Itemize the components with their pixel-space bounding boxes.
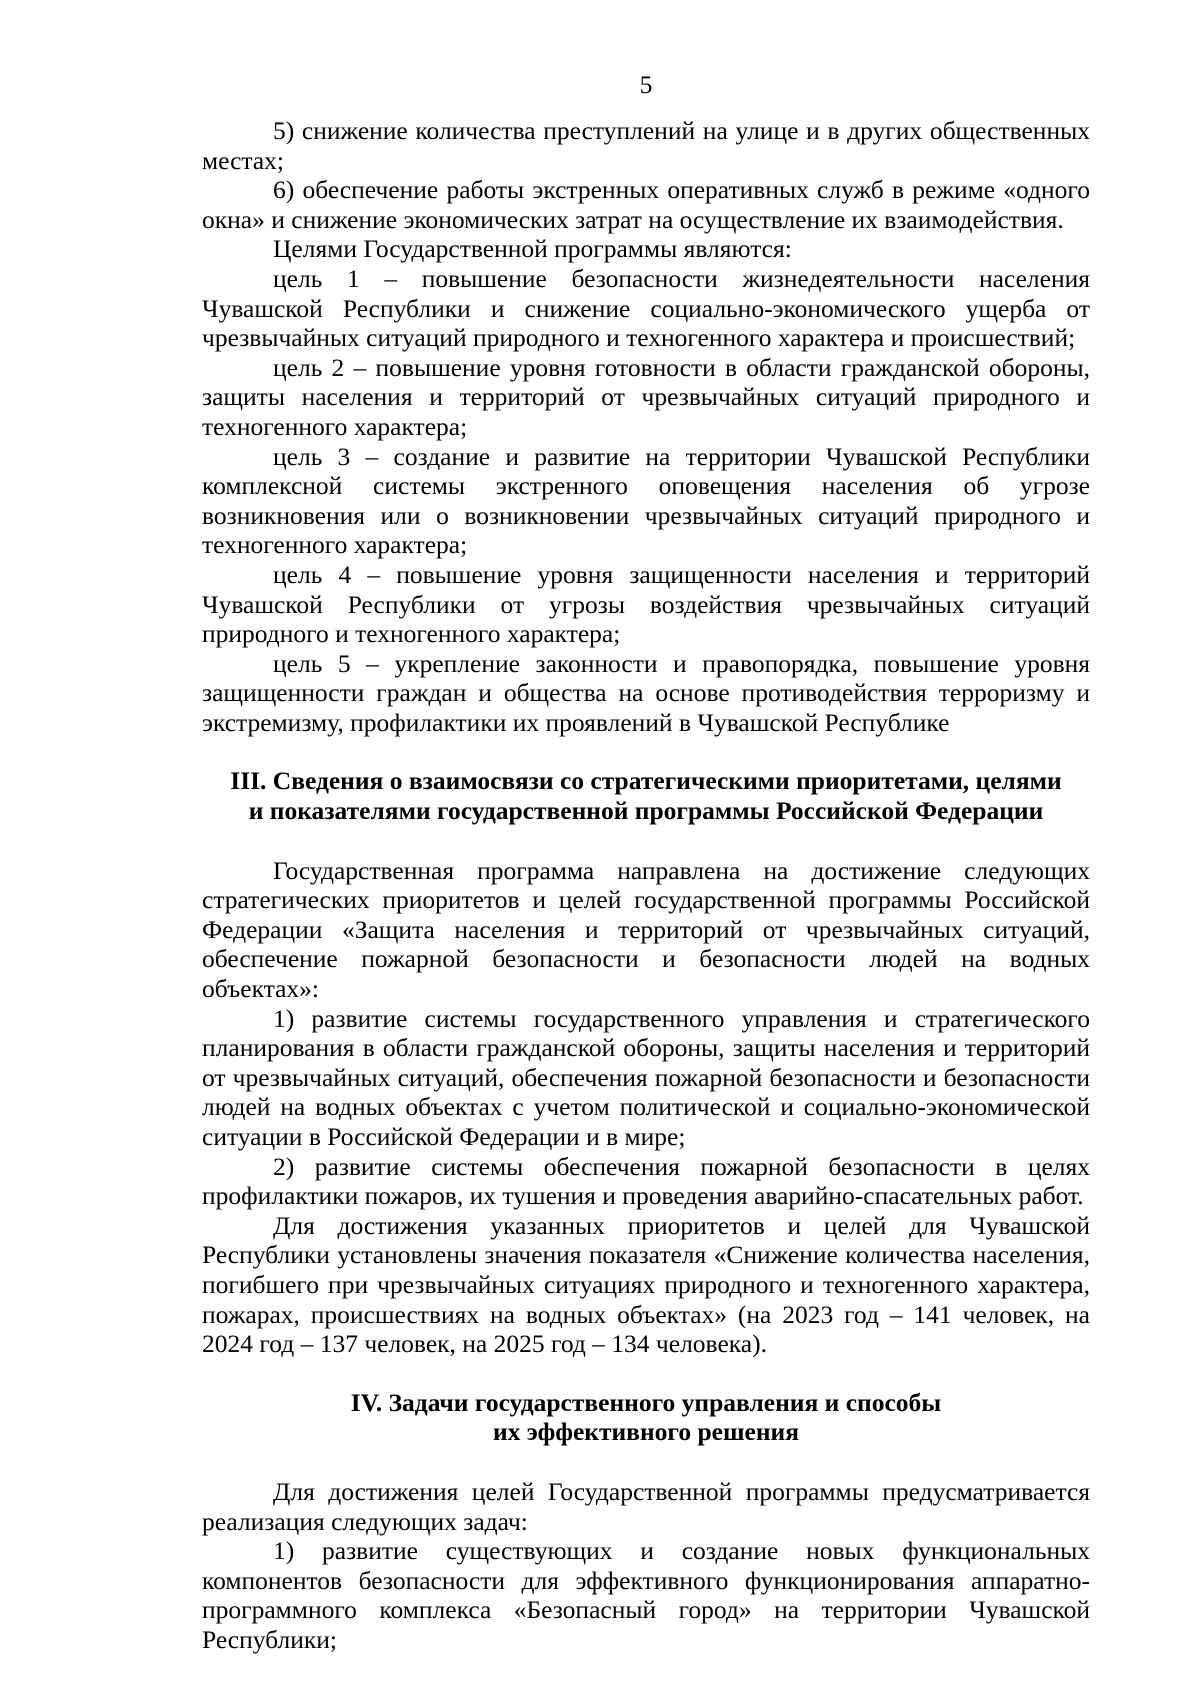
section-3-heading-line-1: III. Сведения о взаимосвязи со стратегическими приоритетами, целями: [230, 766, 1062, 796]
section-3-paragraph-2: 1) развитие системы государственного управления и стратегического планирования в области гражданской обороны, защиты населения и территорий от чрезвычайных ситуаций, обеспечения пожарной безопасности и безопасности людей на водных объектах с учетом политической и социально-экономической ситуации в Российской Федерации и в мире;: [202, 1003, 1090, 1151]
paragraph-goal-4: цель 4 – повышение уровня защищенности населения и территорий Чувашской Республики от угрозы воздействия чрезвычайных ситуаций природного и техногенного характера;: [202, 559, 1090, 649]
paragraph-goal-3: цель 3 – создание и развитие на территории Чувашской Республики комплексной системы экстренного оповещения населения об угрозе возникновения или о возникновении чрезвычайных ситуаций природного и техногенного характера;: [202, 441, 1090, 560]
section-4-paragraph-1: Для достижения целей Государственной программы предусматривается реализация следующих задач:: [202, 1476, 1090, 1536]
page-number: 5: [639, 70, 653, 99]
paragraph-item-5: 5) снижение количества преступлений на улице и в других общественных местах;: [202, 116, 1090, 175]
section-3-heading-line-2: и показателями государственной программы Российской Федерации: [248, 796, 1044, 826]
section-3-heading: [202, 766, 1090, 825]
paragraph-item-6: 6) обеспечение работы экстренных оперативных служб в режиме «одного окна» и снижение экономических затрат на осуществление их взаимодействия.: [202, 175, 1090, 234]
paragraph-goal-5: цель 5 – укрепление законности и правопорядка, повышение уровня защищенности граждан и общества на основе противодействия терроризму и экстремизму, профилактики их проявлений в Чувашской Республике: [202, 648, 1090, 737]
section-4-heading: [202, 1388, 1090, 1447]
paragraph-goal-2: цель 2 – повышение уровня готовности в области гражданской обороны, защиты населения и территорий от чрезвычайных ситуаций природного и техногенного характера;: [202, 352, 1090, 441]
section-4-heading-line-2: их эффективного решения: [492, 1417, 799, 1447]
section-3-paragraph-4: Для достижения указанных приоритетов и целей для Чувашской Республики установлены значения показателя «Снижение количества населения, погибшего при чрезвычайных ситуациях природного и техногенного характера, пожарах, происшествиях на водных объектах» (на 2023 год – 141 человек, на 2024 год – 137 человек, на 2025 год – 134 человека).: [202, 1210, 1090, 1359]
section-4-paragraph-2: 1) развитие существующих и создание новых функциональных компонентов безопасности для эффективного функционирования аппаратно-программного комплекса «Безопасный город» на территории Чувашской Республики;: [202, 1536, 1090, 1654]
section-3-paragraph-3: 2) развитие системы обеспечения пожарной безопасности в целях профилактики пожаров, их тушения и проведения аварийно-спасательных работ.: [202, 1151, 1090, 1211]
paragraph-goal-1: цель 1 – повышение безопасности жизнедеятельности населения Чувашской Республики и снижение социально-экономического ущерба от чрезвычайных ситуаций природного и техногенного характера и происшествий;: [202, 263, 1090, 353]
paragraph-goals-intro: Целями Государственной программы являются:: [273, 234, 792, 264]
section-4-heading-line-1: IV. Задачи государственного управления и способы: [350, 1387, 942, 1417]
section-3-paragraph-1: Государственная программа направлена на достижение следующих стратегических приоритетов и целей государственной программы Российской Федерации «Защита населения и территорий от чрезвычайных ситуаций, обеспечение пожарной безопасности и безопасности людей на водных объектах»:: [202, 855, 1090, 1004]
